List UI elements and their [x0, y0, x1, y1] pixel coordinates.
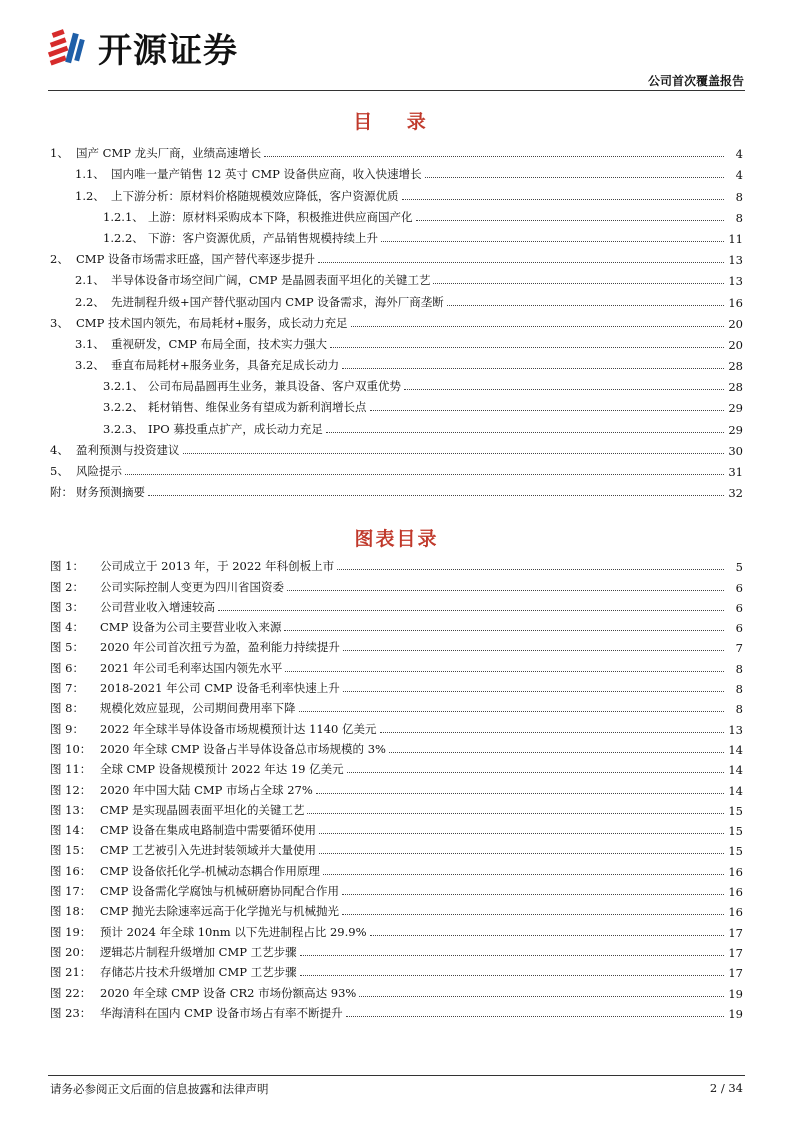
dot-leader	[425, 177, 724, 178]
entry-number: 图 12：	[50, 782, 92, 797]
dot-leader	[183, 453, 725, 454]
dot-leader	[346, 1016, 724, 1017]
entry-title: CMP 设备依托化学-机械动态耦合作用原理	[100, 863, 320, 878]
entry-page-number: 29	[728, 422, 743, 437]
kaiyuan-logo-icon	[46, 25, 90, 69]
figure-entry[interactable]	[50, 615, 743, 635]
dot-leader	[370, 410, 725, 411]
logo-text: 开源证券	[98, 30, 238, 71]
figure-entry[interactable]	[50, 798, 743, 818]
toc-entry[interactable]	[50, 310, 743, 331]
figure-entry[interactable]	[50, 635, 743, 655]
entry-number: 图 7：	[50, 681, 84, 696]
entry-title: 盈利预测与投资建议	[76, 442, 180, 457]
toc-entry[interactable]	[50, 331, 743, 352]
entry-page-number: 13	[728, 722, 743, 737]
entry-page-number: 30	[728, 443, 743, 458]
dot-leader	[433, 283, 724, 284]
entry-title: CMP 技术国内领先，布局耗材+服务，成长动力充足	[76, 315, 348, 330]
dot-leader	[319, 853, 724, 854]
entry-page-number: 15	[728, 844, 743, 859]
report-type-label: 公司首次覆盖报告	[647, 74, 744, 88]
figure-entry[interactable]	[50, 818, 743, 838]
dot-leader	[300, 955, 724, 956]
dot-leader	[342, 894, 724, 895]
dot-leader	[307, 813, 724, 814]
entry-title: 2020 年全球 CMP 设备占半导体设备总市场规模的 3%	[100, 741, 386, 756]
dot-leader	[347, 772, 724, 773]
toc-entry[interactable]	[50, 415, 743, 436]
dot-leader	[125, 474, 724, 475]
entry-title: 耗材销售、维保业务有望成为新利润增长点	[148, 400, 367, 415]
entry-number: 5、	[50, 464, 69, 478]
figure-entry[interactable]	[50, 676, 743, 696]
entry-page-number: 32	[728, 486, 743, 501]
entry-page-number: 6	[735, 600, 743, 615]
entry-page-number: 20	[728, 337, 743, 352]
entry-number: 图 18：	[50, 904, 92, 919]
entry-number: 1.2.2、	[103, 230, 144, 245]
dot-leader	[299, 711, 725, 712]
table-of-contents	[50, 140, 743, 500]
entry-title: 2022 年全球半导体设备市场规模预计达 1140 亿美元	[100, 721, 377, 736]
entry-title: 公司布局晶圆再生业务，兼具设备、客户双重优势	[148, 379, 401, 394]
footer-disclaimer: 请务必参阅正文后面的信息披露和法律声明	[50, 1082, 269, 1096]
entry-page-number: 4	[735, 168, 743, 183]
entry-number: 2.1、	[75, 273, 105, 288]
entry-page-number: 28	[728, 380, 743, 395]
entry-page-number: 19	[728, 986, 743, 1001]
figure-entry[interactable]	[50, 838, 743, 858]
entry-title: 2021 年公司毛利率达国内领先水平	[100, 660, 283, 675]
dot-leader	[359, 996, 724, 997]
entry-title: 逻辑芯片制程升级增加 CMP 工艺步骤	[100, 944, 297, 959]
entry-title: CMP 工艺被引入先进封装领域并大量使用	[100, 843, 316, 858]
entry-page-number: 8	[735, 661, 743, 676]
entry-title: 风险提示	[76, 464, 122, 478]
dot-leader	[300, 975, 724, 976]
entry-number: 1、	[50, 146, 69, 161]
entry-number: 3.2.1、	[103, 379, 144, 394]
entry-number: 4、	[50, 442, 69, 457]
entry-number: 图 2：	[50, 579, 84, 594]
entry-title: 垂直布局耗材+服务业务，具备充足成长动力	[111, 358, 340, 373]
entry-title: 预计 2024 年全球 10nm 以下先进制程占比 29.9%	[100, 924, 367, 939]
dot-leader	[287, 590, 724, 591]
entry-title: CMP 设备在集成电路制造中需要循环使用	[100, 823, 316, 838]
figure-entry[interactable]	[50, 655, 743, 675]
entry-page-number: 14	[728, 783, 743, 798]
dot-leader	[337, 569, 724, 570]
entry-title: 国内唯一量产销售 12 英寸 CMP 设备供应商，收入快速增长	[111, 167, 422, 182]
dot-leader	[343, 650, 724, 651]
entry-number: 图 9：	[50, 721, 84, 736]
toc-entry[interactable]	[50, 373, 743, 394]
toc-entry[interactable]	[50, 140, 743, 161]
entry-page-number: 15	[728, 824, 743, 839]
entry-page-number: 5	[735, 560, 743, 575]
dot-leader	[404, 389, 724, 390]
toc-entry[interactable]	[50, 288, 743, 309]
figure-list-title: 图表目录	[354, 528, 439, 550]
entry-page-number: 31	[728, 465, 743, 479]
entry-page-number: 14	[728, 763, 743, 778]
entry-title: 2020 年中国大陆 CMP 市场占全球 27%	[100, 782, 313, 797]
entry-number: 图 22：	[50, 985, 92, 1000]
entry-title: 财务预测摘要	[76, 485, 145, 500]
entry-page-number: 20	[728, 316, 743, 331]
entry-page-number: 16	[728, 864, 743, 879]
footer-divider	[48, 1075, 745, 1076]
entry-page-number: 8	[735, 702, 743, 717]
entry-page-number: 16	[728, 885, 743, 900]
dot-leader	[380, 732, 725, 733]
entry-number: 图 8：	[50, 701, 84, 716]
entry-page-number: 28	[728, 359, 743, 374]
entry-number: 3.1、	[75, 336, 105, 351]
entry-number: 1.2、	[75, 188, 105, 203]
entry-page-number: 8	[735, 210, 743, 225]
company-logo	[46, 22, 238, 72]
entry-title: 重视研发，CMP 布局全面，技术实力强大	[111, 336, 327, 351]
entry-page-number: 13	[728, 274, 743, 289]
dot-leader	[316, 793, 724, 794]
figure-entry[interactable]	[50, 595, 743, 615]
dot-leader	[318, 262, 724, 263]
entry-number: 1.1、	[75, 167, 105, 182]
page-number: 2 / 34	[709, 1081, 743, 1095]
entry-number: 图 19：	[50, 924, 92, 939]
dot-leader	[319, 833, 724, 834]
entry-title: 公司营业收入增速较高	[100, 599, 215, 614]
entry-title: 上游：原材料采购成本下降，积极推进供应商国产化	[148, 209, 413, 224]
toc-entry[interactable]	[50, 246, 743, 267]
toc-entry[interactable]	[50, 225, 743, 246]
entry-title: CMP 设备市场需求旺盛，国产替代率逐步提升	[76, 252, 315, 267]
entry-number: 图 5：	[50, 640, 84, 655]
header-divider	[48, 90, 745, 91]
figure-entry[interactable]	[50, 777, 743, 797]
figure-entry[interactable]	[50, 716, 743, 736]
dot-leader	[402, 199, 725, 200]
entry-number: 3.2.2、	[103, 400, 144, 415]
entry-title: 规模化效应显现，公司期间费用率下降	[100, 701, 296, 716]
toc-entry[interactable]	[50, 204, 743, 225]
entry-number: 图 23：	[50, 1005, 92, 1020]
toc-entry[interactable]	[50, 161, 743, 182]
entry-title: 国产 CMP 龙头厂商，业绩高速增长	[76, 146, 262, 161]
entry-page-number: 17	[728, 945, 743, 960]
entry-page-number: 19	[728, 1006, 743, 1021]
entry-number: 图 15：	[50, 843, 92, 858]
dot-leader	[351, 326, 724, 327]
dot-leader	[370, 935, 724, 936]
entry-number: 2.2、	[75, 294, 105, 309]
figure-entry[interactable]	[50, 1001, 743, 1021]
entry-number: 3.2.3、	[103, 421, 144, 436]
entry-number: 图 4：	[50, 620, 84, 635]
entry-title: 公司实际控制人变更为四川省国资委	[100, 579, 284, 594]
figure-entry[interactable]	[50, 879, 743, 899]
dot-leader	[218, 610, 724, 611]
figure-entry[interactable]	[50, 696, 743, 716]
entry-number: 附：	[50, 485, 73, 500]
figure-entry[interactable]	[50, 574, 743, 594]
entry-title: 2018-2021 年公司 CMP 设备毛利率快速上升	[100, 681, 340, 696]
entry-title: 上下游分析：原材料价格随规模效应降低，客户资源优质	[111, 188, 399, 203]
entry-page-number: 17	[728, 966, 743, 981]
entry-page-number: 6	[735, 621, 743, 636]
entry-number: 图 13：	[50, 802, 92, 817]
entry-number: 图 1：	[50, 559, 84, 574]
toc-entry[interactable]	[50, 437, 743, 458]
entry-page-number: 29	[728, 401, 743, 416]
toc-entry[interactable]	[50, 458, 743, 479]
figure-entry[interactable]	[50, 940, 743, 960]
entry-title: CMP 是实现晶圆表面平坦化的关键工艺	[100, 802, 305, 817]
entry-title: 华海清科在国内 CMP 设备市场占有率不断提升	[100, 1005, 343, 1020]
entry-page-number: 11	[728, 231, 743, 246]
figure-entry[interactable]	[50, 757, 743, 777]
entry-number: 图 21：	[50, 965, 92, 980]
entry-page-number: 14	[728, 742, 743, 757]
entry-title: 公司成立于 2013 年，于 2022 年科创板上市	[100, 559, 335, 574]
entry-title: 2020 年公司首次扭亏为盈，盈利能力持续提升	[100, 640, 340, 655]
entry-title: 全球 CMP 设备规模预计 2022 年达 19 亿美元	[100, 762, 344, 777]
entry-number: 图 3：	[50, 599, 84, 614]
entry-page-number: 13	[728, 253, 743, 268]
dot-leader	[416, 220, 725, 221]
entry-number: 3.2、	[75, 358, 105, 373]
entry-page-number: 4	[735, 147, 743, 162]
entry-page-number: 17	[728, 925, 743, 940]
entry-page-number: 8	[735, 189, 743, 204]
entry-page-number: 16	[728, 905, 743, 920]
toc-entry[interactable]	[50, 394, 743, 415]
toc-entry[interactable]	[50, 352, 743, 373]
entry-title: IPO 募投重点扩产，成长动力充足	[148, 421, 323, 436]
figure-entry[interactable]	[50, 858, 743, 878]
figure-entry[interactable]	[50, 554, 743, 574]
entry-number: 图 16：	[50, 863, 92, 878]
figure-entry[interactable]	[50, 899, 743, 919]
entry-title: CMP 设备为公司主要营业收入来源	[100, 620, 282, 635]
entry-title: 存储芯片技术升级增加 CMP 工艺步骤	[100, 965, 297, 980]
dot-leader	[447, 305, 724, 306]
figure-entry[interactable]	[50, 960, 743, 980]
entry-number: 图 17：	[50, 884, 92, 899]
figure-entry[interactable]	[50, 919, 743, 939]
toc-entry[interactable]	[50, 479, 743, 500]
dot-leader	[330, 347, 724, 348]
entry-title: 半导体设备市场空间广阔，CMP 是晶圆表面平坦化的关键工艺	[111, 273, 431, 288]
figure-list	[50, 554, 743, 1021]
dot-leader	[342, 914, 724, 915]
toc-entry[interactable]	[50, 182, 743, 203]
dot-leader	[381, 241, 724, 242]
dot-leader	[284, 630, 724, 631]
entry-number: 图 10：	[50, 741, 92, 756]
dot-leader	[326, 432, 724, 433]
dot-leader	[343, 691, 724, 692]
entry-number: 图 14：	[50, 823, 92, 838]
dot-leader	[148, 495, 724, 496]
entry-page-number: 16	[728, 295, 743, 310]
entry-title: CMP 抛光去除速率远高于化学抛光与机械抛光	[100, 904, 339, 919]
figure-entry[interactable]	[50, 980, 743, 1000]
entry-title: CMP 设备需化学腐蚀与机械研磨协同配合作用	[100, 884, 339, 899]
entry-title: 2020 年全球 CMP 设备 CR2 市场份额高达 93%	[100, 985, 357, 1000]
entry-number: 图 11：	[50, 762, 92, 777]
entry-number: 图 20：	[50, 944, 92, 959]
entry-number: 3、	[50, 315, 69, 330]
dot-leader	[285, 671, 724, 672]
entry-page-number: 6	[735, 580, 743, 595]
toc-entry[interactable]	[50, 267, 743, 288]
entry-number: 1.2.1、	[103, 209, 144, 224]
entry-page-number: 8	[735, 682, 743, 697]
toc-title: 目 录	[353, 111, 440, 133]
dot-leader	[389, 752, 724, 753]
entry-number: 图 6：	[50, 660, 84, 675]
dot-leader	[264, 156, 724, 157]
dot-leader	[342, 368, 724, 369]
entry-page-number: 15	[728, 803, 743, 818]
figure-entry[interactable]	[50, 737, 743, 757]
entry-number: 2、	[50, 252, 69, 267]
dot-leader	[323, 874, 724, 875]
entry-title: 先进制程升级+国产替代驱动国内 CMP 设备需求，海外厂商垄断	[111, 294, 444, 309]
entry-title: 下游：客户资源优质，产品销售规模持续上升	[148, 230, 378, 245]
entry-page-number: 7	[735, 641, 743, 656]
